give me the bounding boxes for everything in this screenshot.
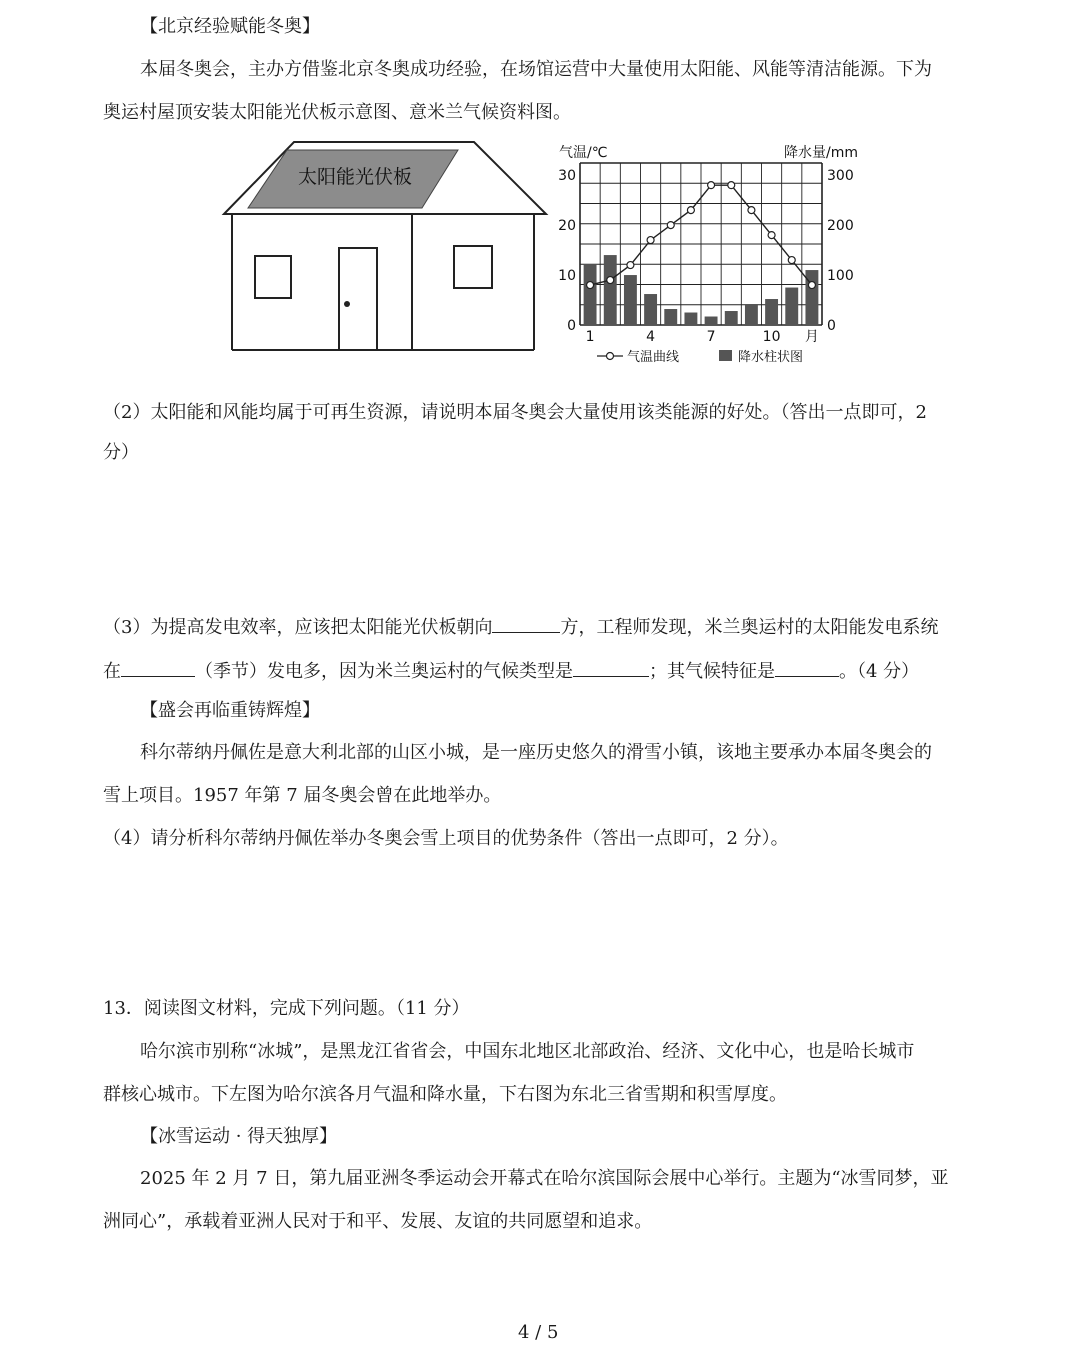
precip-bar — [805, 270, 818, 325]
x-tick-label: 4 — [646, 329, 656, 345]
x-tick-label: 1 — [585, 329, 595, 345]
question-4: （4）请分析科尔蒂纳丹佩佐举办冬奥会雪上项目的优势条件（答出一点即可，2 分）。 — [103, 828, 789, 849]
y-left-axis-label: 气温/℃ — [559, 145, 608, 161]
paragraph-line: 洲同心”，承载着亚洲人民对于和平、发展、友谊的共同愿望和追求。 — [103, 1211, 653, 1232]
question-3-line-2 — [103, 656, 919, 685]
temp-point — [687, 207, 694, 214]
precip-bar — [725, 311, 738, 325]
house-solar-panel-diagram — [220, 138, 555, 358]
precip-bar — [644, 294, 657, 325]
answer-blank-direction[interactable] — [492, 612, 560, 633]
paragraph-line: 本届冬奥会，主办方借鉴北京冬奥成功经验，在场馆运营中大量使用太阳能、风能等清洁能源。下为 — [140, 59, 932, 80]
temp-point — [788, 257, 795, 264]
temp-point — [667, 222, 674, 229]
paragraph-line: 2025 年 2 月 7 日，第九届亚洲冬季运动会开幕式在哈尔滨国际会展中心举行。主题为“冰雪同梦，亚 — [140, 1168, 949, 1189]
precip-bar — [705, 317, 718, 325]
temp-point — [768, 232, 775, 239]
answer-blank-climate-type[interactable] — [573, 656, 649, 677]
q3-text: 。（4 分） — [839, 661, 920, 682]
precip-bar — [684, 313, 697, 325]
paragraph-line: 科尔蒂纳丹佩佐是意大利北部的山区小城，是一座历史悠久的滑雪小镇，该地主要承办本届冬奥会的 — [140, 742, 932, 763]
q3-text: 方，工程师发现，米兰奥运村的太阳能发电系统 — [560, 617, 939, 638]
q3-text: ；其气候特征是 — [649, 661, 775, 682]
temp-point — [808, 282, 815, 289]
section-heading-bingxue: 【冰雪运动 · 得天独厚】 — [140, 1126, 338, 1147]
temp-point — [587, 282, 594, 289]
question-2-line: （2）太阳能和风能均属于可再生资源，请说明本届冬奥会大量使用该类能源的好处。（答出一点即可，2 — [103, 402, 927, 423]
legend-temp-marker — [607, 353, 614, 360]
house-door — [339, 248, 377, 350]
precip-bar — [624, 275, 637, 325]
q3-text: （季节）发电多，因为米兰奥运村的气候类型是 — [195, 661, 573, 682]
x-tick-label: 10 — [762, 329, 781, 345]
precip-bar — [584, 264, 597, 325]
answer-blank-season[interactable] — [121, 656, 195, 677]
temp-point — [748, 207, 755, 214]
legend-precip-label: 降水柱状图 — [738, 350, 804, 365]
x-tick-label: 7 — [706, 329, 716, 345]
paragraph-line: 雪上项目。1957 年第 7 届冬奥会曾在此地举办。 — [103, 785, 502, 806]
y-right-axis-label: 降水量/mm — [784, 145, 858, 161]
precip-bar — [785, 288, 798, 325]
answer-blank-climate-feature[interactable] — [775, 656, 839, 677]
house-window-left — [255, 256, 291, 298]
temp-point — [728, 182, 735, 189]
y-left-tick-label: 10 — [558, 268, 576, 285]
temp-point — [607, 277, 614, 284]
y-left-tick-label: 30 — [558, 168, 576, 185]
q3-text: 在 — [103, 661, 121, 682]
legend-temp-label: 气温曲线 — [627, 350, 680, 365]
precip-bar — [664, 309, 677, 325]
chart-legend — [597, 349, 803, 365]
paragraph-line: 群核心城市。下左图为哈尔滨各月气温和降水量，下右图为东北三省雪期和积雪厚度。 — [103, 1084, 787, 1105]
y-right-tick-label: 0 — [827, 318, 836, 334]
precip-bar — [745, 304, 758, 325]
door-knob — [344, 301, 350, 307]
milan-climate-chart — [555, 138, 865, 368]
y-left-tick-label: 20 — [558, 218, 576, 235]
question-3-line-1 — [103, 612, 938, 641]
temp-point — [627, 262, 634, 269]
temp-point — [708, 182, 715, 189]
legend-precip-marker — [719, 350, 732, 361]
question-13-heading: 13．阅读图文材料，完成下列问题。（11 分） — [103, 998, 470, 1019]
page-number: 4 / 5 — [518, 1322, 559, 1343]
y-right-tick-label: 300 — [827, 168, 854, 185]
section-heading-beijing: 【北京经验赋能冬奥】 — [140, 16, 320, 37]
precip-bar — [765, 299, 778, 325]
x-tick-label: 月 — [804, 329, 819, 345]
paragraph-line: 奥运村屋顶安装太阳能光伏板示意图、意米兰气候资料图。 — [103, 102, 571, 123]
solar-panel-label: 太阳能光伏板 — [297, 166, 413, 188]
house-window-right — [454, 246, 492, 288]
q3-text: （3）为提高发电效率，应该把太阳能光伏板朝向 — [103, 617, 493, 638]
y-right-tick-label: 100 — [827, 268, 854, 285]
y-left-tick-label: 0 — [567, 318, 576, 334]
paragraph-line: 哈尔滨市别称“冰城”，是黑龙江省省会，中国东北地区北部政治、经济、文化中心，也是哈长城市 — [140, 1041, 915, 1062]
question-2-line: 分） — [103, 442, 139, 463]
precip-bar — [604, 255, 617, 325]
section-heading-shenghui: 【盛会再临重铸辉煌】 — [140, 700, 320, 721]
temp-point — [647, 237, 654, 244]
y-right-tick-label: 200 — [827, 218, 854, 235]
